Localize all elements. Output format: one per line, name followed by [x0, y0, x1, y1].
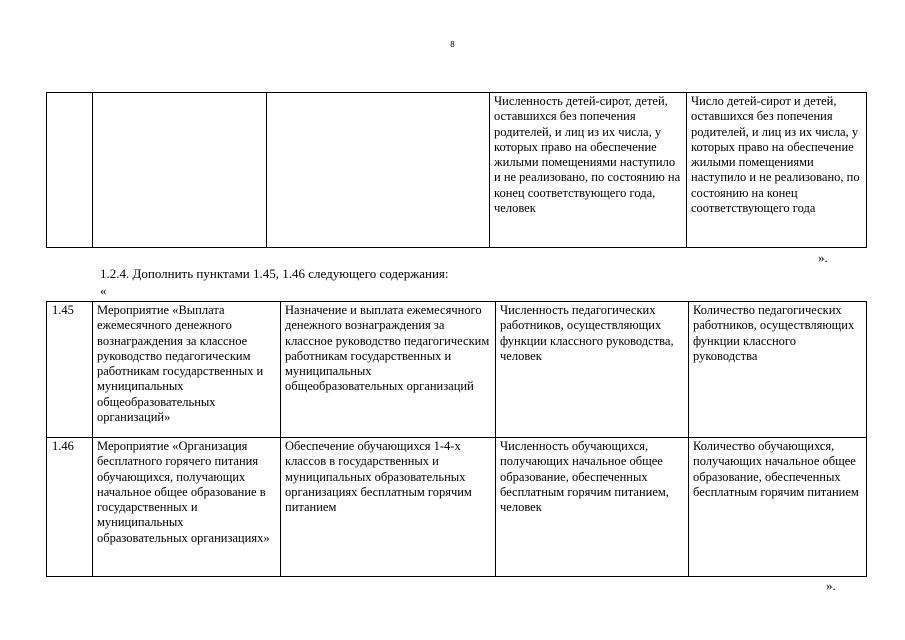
table-row — [47, 93, 867, 248]
table-top — [46, 92, 867, 248]
table-cell-quantity: Число детей-сирот и детей, оставшихся без попечения родителей, и лиц из их числа, у которых право на обеспечение жилыми помещениями наступило и не реализовано, по состоянию на конец соответствующего года — [687, 93, 867, 248]
table-cell-indicator: Численность детей-сирот, детей, оставшихся без попечения родителей, и лиц из их числа, у которых право на обеспечение жилыми помещениями наступило и не реализовано, по состоянию на конец соответствующего года, человек — [490, 93, 687, 248]
table-bottom — [46, 301, 867, 577]
table-row — [47, 438, 867, 577]
table-row — [47, 302, 867, 438]
row-quantity: Количество обучающихся, получающих начальное общее образование, обеспеченных бесплатным горячим питанием — [689, 438, 867, 577]
row-event: Мероприятие «Организация бесплатного горячего питания обучающихся, получающих начальное общее образование в государственных и муниципальных образовательных организациях» — [93, 438, 281, 577]
row-purpose: Обеспечение обучающихся 1-4-х классов в государственных и муниципальных образовательных организациях бесплатным горячим питанием — [281, 438, 496, 577]
row-purpose: Назначение и выплата ежемесячного денежного вознаграждения за классное руководство педагогическим работникам государственных и муниципальных общеобразовательных организаций — [281, 302, 496, 438]
page-number: 8 — [450, 40, 455, 49]
row-indicator: Численность педагогических работников, осуществляющих функции классного руководства, человек — [496, 302, 689, 438]
closing-quote-bottom: ». — [826, 578, 836, 593]
closing-quote-top: ». — [818, 250, 828, 265]
table-cell-purpose — [267, 93, 490, 248]
opening-quote: « — [100, 283, 107, 298]
row-number: 1.45 — [47, 302, 93, 438]
row-indicator: Численность обучающихся, получающих начальное общее образование, обеспеченных бесплатным горячим питанием, человек — [496, 438, 689, 577]
row-event: Мероприятие «Выплата ежемесячного денежного вознаграждения за классное руководство педагогическим работникам государственных и муниципальных общеобразовательных организаций» — [93, 302, 281, 438]
table-cell-event — [93, 93, 267, 248]
table-cell-number — [47, 93, 93, 248]
paragraph-text: 1.2.4. Дополнить пунктами 1.45, 1.46 следующего содержания: — [100, 266, 449, 281]
row-quantity: Количество педагогических работников, осуществляющих функции классного руководства — [689, 302, 867, 438]
row-number: 1.46 — [47, 438, 93, 577]
